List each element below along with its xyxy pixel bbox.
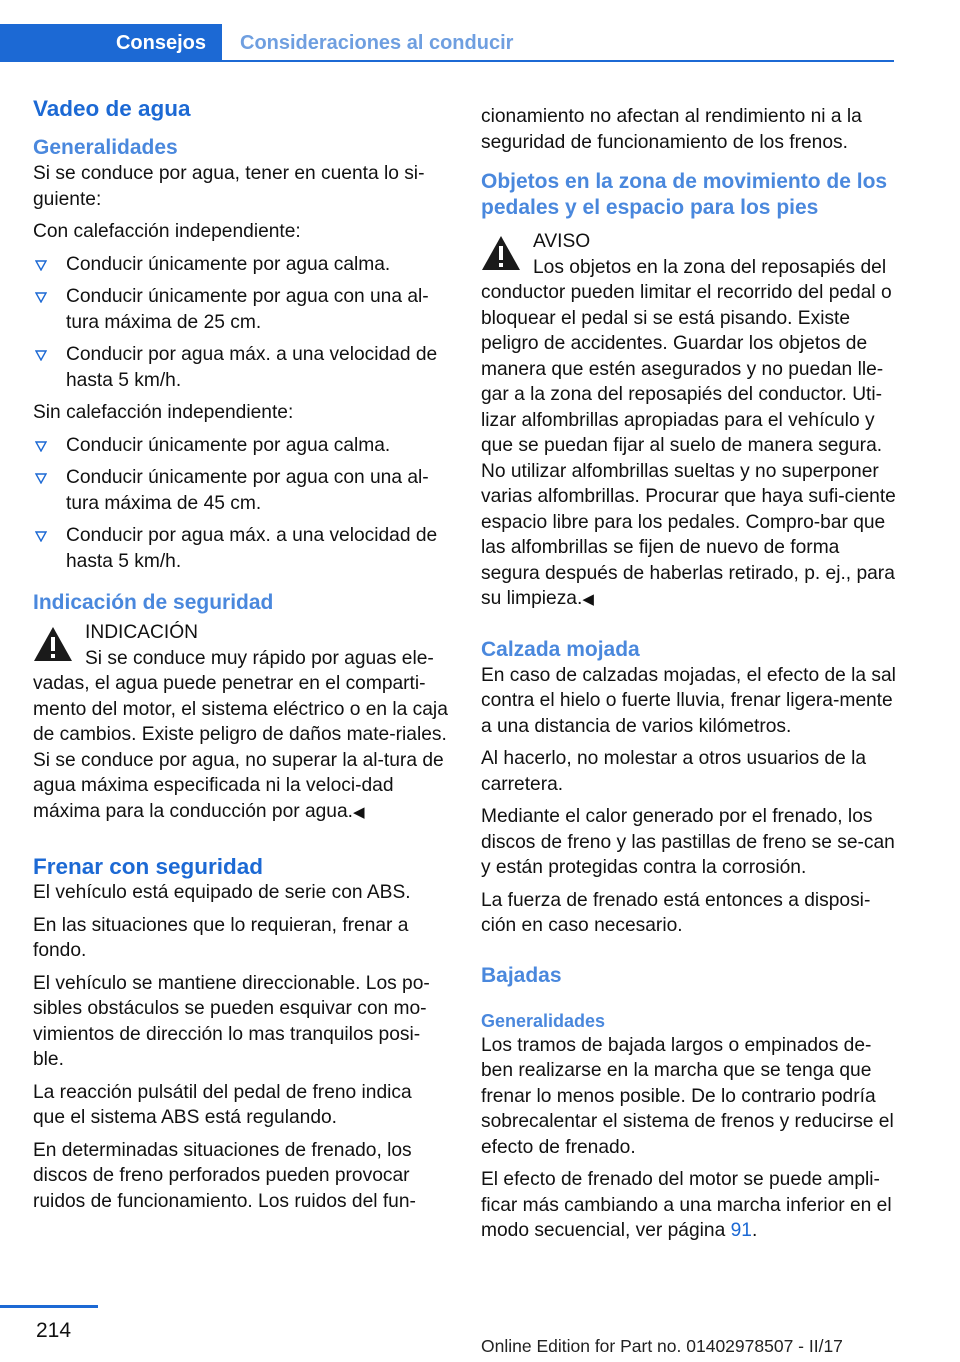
- chapter-tab[interactable]: [0, 24, 222, 62]
- header-rule: [222, 60, 894, 62]
- warning-text: Los objetos en la zona del reposapiés del conductor pueden limitar el recorrido del pedal o bloquear el pedal si se está pisando. Existe peligro de accidentes. Guardar los objetos de manera que estén asegurados y no puedan lle‐gar a la zona del reposapiés del conductor. Uti‐lizar alfombrillas apropiadas para el vehículo y que se puedan fijar al suelo de manera segura. No utilizar alfombrillas sueltas y no superponer varias alfombrillas. Procurar que haya sufi‐ciente espacio libre para los pedales. Compro‐bar que las alfombrillas se fijen de nuevo de forma segura después de haberlas retirado, p. ej., para su limpieza.: [481, 256, 896, 609]
- paragraph-frenar-3: El vehículo se mantiene direccionable. Los po‐sibles obstáculos se pueden esquivar con mo‐vimientos de dirección lo mas tranquilos posi‐ble.: [33, 972, 430, 1070]
- heading-generalidades: Generalidades: [33, 136, 178, 159]
- heading-calzada: Calzada mojada: [481, 637, 640, 661]
- paragraph-intro: Si se conduce por agua, tener en cuenta lo si‐guiente:: [33, 163, 425, 210]
- bullet-triangle-icon: [35, 292, 47, 303]
- paragraph-calzada-2: Al hacerlo, no molestar a otros usuarios de la carretera.: [481, 748, 867, 795]
- page-header: [0, 24, 960, 64]
- list-con-calefaccion: [33, 252, 449, 394]
- edition-line: Online Edition for Part no. 01402978507 - II/17: [481, 1336, 843, 1356]
- page-reference-link[interactable]: 91: [730, 1220, 752, 1241]
- list-item: Conducir por agua máx. a una velocidad de hasta 5 km/h.: [33, 342, 449, 393]
- chapter-label: Consejos: [115, 31, 206, 54]
- paragraph-frenar-4: La reacción pulsátil del pedal de freno indica que el sistema ABS está regulando.: [33, 1081, 412, 1128]
- list-item: Conducir por agua máx. a una velocidad de hasta 5 km/h.: [33, 523, 449, 574]
- list-item: Conducir únicamente por agua calma.: [33, 252, 449, 278]
- paragraph-calzada-1: En caso de calzadas mojadas, el efecto de la sal contra el hielo o fuerte lluvia, frenar ligera‐mente a una distancia de varios kilómetros.: [481, 664, 896, 737]
- warning-label: AVISO: [533, 231, 591, 252]
- paragraph-con: Con calefacción independiente:: [33, 221, 301, 242]
- paragraph-frenar-2: En las situaciones que lo requieran, frenar a fondo.: [33, 914, 409, 961]
- list-item: Conducir únicamente por agua calma.: [33, 433, 449, 459]
- notice-label: INDICACIÓN: [85, 622, 198, 643]
- bullet-triangle-icon: [35, 441, 47, 452]
- bullet-triangle-icon: [35, 260, 47, 271]
- warning-box: [481, 229, 897, 613]
- footer-rule: [0, 1305, 98, 1308]
- notice-text: Si se conduce muy rápido por aguas ele‐vadas, el agua puede penetrar en el comparti‐mento del motor, el sistema eléctrico o en la caja de cambios. Existe peligro de daños mate‐riales. Si se conduce por agua, no superar la al‐tura de agua máxima especificada ni la veloci‐dad máxima para la conducción por agua.: [33, 647, 448, 822]
- warning-triangle-icon: [481, 235, 521, 271]
- warning-triangle-icon: [33, 626, 73, 662]
- paragraph-bajadas-2: El efecto de frenado del motor se puede ampli‐ficar más cambiando a una marcha inferior en el modo secuencial, ver página 91.: [481, 1169, 892, 1241]
- right-column: [481, 104, 897, 1251]
- heading-bajadas-generalidades: Generalidades: [481, 1010, 606, 1031]
- section-label: Consideraciones al conducir: [240, 31, 514, 54]
- paragraph-cont: cionamiento no afectan al rendimiento ni a la seguridad de funcionamiento de los frenos.: [481, 106, 862, 153]
- page-number: 214: [36, 1319, 72, 1342]
- list-item: Conducir únicamente por agua con una al‐tura máxima de 45 cm.: [33, 465, 449, 516]
- heading-objetos: Objetos en la zona de movimiento de los pedales y el espacio para los pies: [481, 170, 888, 219]
- paragraph-sin: Sin calefacción independiente:: [33, 402, 294, 423]
- list-sin-calefaccion: [33, 433, 449, 575]
- notice-box: [33, 620, 449, 825]
- end-mark: ◀: [582, 591, 594, 608]
- left-column: [33, 96, 449, 1221]
- list-item: Conducir únicamente por agua con una al‐tura máxima de 25 cm.: [33, 284, 449, 335]
- heading-indicacion: Indicación de seguridad: [33, 591, 274, 614]
- bullet-triangle-icon: [35, 473, 47, 484]
- section-tab[interactable]: [240, 24, 513, 62]
- bullet-triangle-icon: [35, 531, 47, 542]
- paragraph-calzada-4: La fuerza de frenado está entonces a disposi‐ción en caso necesario.: [481, 889, 871, 936]
- paragraph-calzada-3: Mediante el calor generado por el frenado, los discos de freno y las pastillas de freno se se‐can y están protegidas contra la corrosión.: [481, 806, 895, 878]
- paragraph-frenar-1: El vehículo está equipado de serie con ABS.: [33, 882, 411, 903]
- heading-bajadas: Bajadas: [481, 963, 562, 987]
- end-mark: ◀: [352, 803, 365, 821]
- heading-frenar: Frenar con seguridad: [33, 854, 264, 879]
- heading-vadeo: Vadeo de agua: [33, 96, 191, 121]
- paragraph-frenar-5: En determinadas situaciones de frenado, los discos de freno perforados pueden provocar ruidos de funcionamiento. Los ruidos del fun‐: [33, 1139, 416, 1212]
- paragraph-bajadas-1: Los tramos de bajada largos o empinados de‐ben realizarse en la marcha que se tenga que frenar lo menos posible. De lo contrario podría sobrecalentar el sistema de frenos y reducirse el efecto de frenado.: [481, 1034, 894, 1158]
- bullet-triangle-icon: [35, 350, 47, 361]
